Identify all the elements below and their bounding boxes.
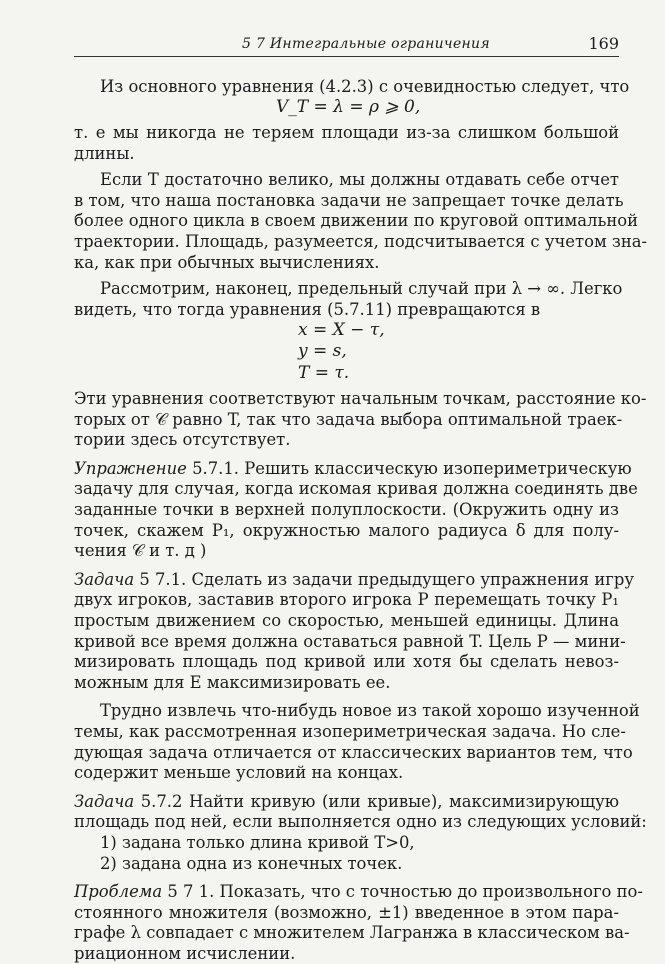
task-text: Сделать из задачи предыдущего упражнения игру bbox=[191, 570, 634, 589]
section-title: 5 7 Интегральные ограничения bbox=[242, 36, 490, 52]
text-line: более одного цикла в своем движении по круговой оптимальной bbox=[74, 211, 639, 230]
text-line: кривой все время должна оставаться равной T. Цель P — мини- bbox=[74, 632, 626, 651]
formula-v-t: V_T = λ = ρ ⩾ 0, bbox=[276, 97, 421, 117]
task-text: Найти кривую (или кривые), максимизирующую bbox=[189, 792, 620, 811]
text-line: в том, что наша постановка задачи не запрещает точке делать bbox=[74, 191, 624, 210]
text-line: т. е мы никогда не теряем площади из-за слишком большой bbox=[74, 123, 619, 142]
page-number: 169 bbox=[588, 34, 619, 53]
text-line: простым движением со скоростью, меньшей единицы. Длина bbox=[74, 611, 619, 630]
text-line: тории здесь отсутствует. bbox=[74, 430, 291, 449]
text-line: чения 𝒞 и т. д ) bbox=[74, 541, 207, 560]
text-line: графе λ совпадает с множителем Лагранжа в классическом ва- bbox=[74, 923, 630, 942]
text-line: стоянного множителя (возможно, ±1) введенное в этом пара- bbox=[74, 903, 619, 922]
text-line: темы, как рассмотренная изопериметрическая задача. Но сле- bbox=[74, 722, 626, 741]
text-line: точек, скажем P₁, окружностью малого радиуса δ для полу- bbox=[74, 521, 619, 540]
text-line: можным для E максимизировать ее. bbox=[74, 673, 391, 692]
problem-label: Проблема bbox=[74, 882, 163, 901]
text-line: ка, как при обычных вычислениях. bbox=[74, 253, 380, 272]
text-line: видеть, что тогда уравнения (5.7.11) превращаются в bbox=[74, 300, 541, 319]
task-label: Задача bbox=[74, 792, 135, 811]
formula-line: y = s, bbox=[298, 341, 347, 361]
text-line: содержит меньше условий на концах. bbox=[74, 763, 404, 782]
task-first-line bbox=[74, 791, 619, 812]
text-line: траектории. Площадь, разумеется, подсчитывается с учетом зна- bbox=[74, 232, 648, 251]
exercise-label: Упражнение bbox=[74, 459, 187, 478]
problem-text: Показать, что с точностью до произвольного по- bbox=[219, 882, 643, 901]
text-line: задачу для случая, когда искомая кривая должна соединять две bbox=[74, 479, 638, 498]
exercise-number: 5.7.1. bbox=[192, 459, 239, 478]
formula-line: T = τ. bbox=[298, 363, 350, 383]
text-line: торых от 𝒞 равно T, так что задача выбора оптимальной траек- bbox=[74, 410, 623, 429]
list-item: 2) задана одна из конечных точек. bbox=[100, 854, 403, 873]
text-line: длины. bbox=[74, 144, 135, 163]
text-line: Из основного уравнения (4.2.3) с очевидностью следует, что bbox=[100, 77, 630, 96]
text-line: Эти уравнения соответствуют начальным точкам, расстояние ко- bbox=[74, 389, 647, 408]
text-line: площадь под ней, если выполняется одно из следующих условий: bbox=[74, 812, 647, 831]
problem-number: 5 7 1. bbox=[167, 882, 215, 901]
text-line: дующая задача отличается от классических вариантов тем, что bbox=[74, 743, 633, 762]
task-first-line bbox=[74, 569, 634, 590]
text-line: Трудно извлечь что-нибудь новое из такой хорошо изученной bbox=[100, 701, 640, 720]
running-header bbox=[74, 34, 619, 57]
text-line: заданные точки в верхней полуплоскости. (Окружить одну из bbox=[74, 500, 619, 519]
text-line: двух игроков, заставив второго игрока P перемещать точку P₁ bbox=[74, 590, 619, 609]
formula-line: x = X − τ, bbox=[298, 320, 385, 340]
exercise-text: Решить классическую изопериметрическую bbox=[244, 459, 632, 478]
task-number: 5.7.2 bbox=[140, 792, 183, 811]
text-line: Рассмотрим, наконец, предельный случай при λ → ∞. Легко bbox=[100, 279, 623, 298]
text-line: мизировать площадь под кривой или хотя бы сделать невоз- bbox=[74, 652, 619, 671]
text-line: Если T достаточно велико, мы должны отдавать себе отчет bbox=[100, 170, 619, 189]
exercise-first-line bbox=[74, 458, 632, 479]
text-line: риационном исчислении. bbox=[74, 944, 296, 963]
list-item: 1) задана только длина кривой T>0, bbox=[100, 833, 415, 852]
problem-first-line bbox=[74, 881, 643, 902]
task-number: 5 7.1. bbox=[139, 570, 187, 589]
task-label: Задача bbox=[74, 570, 135, 589]
